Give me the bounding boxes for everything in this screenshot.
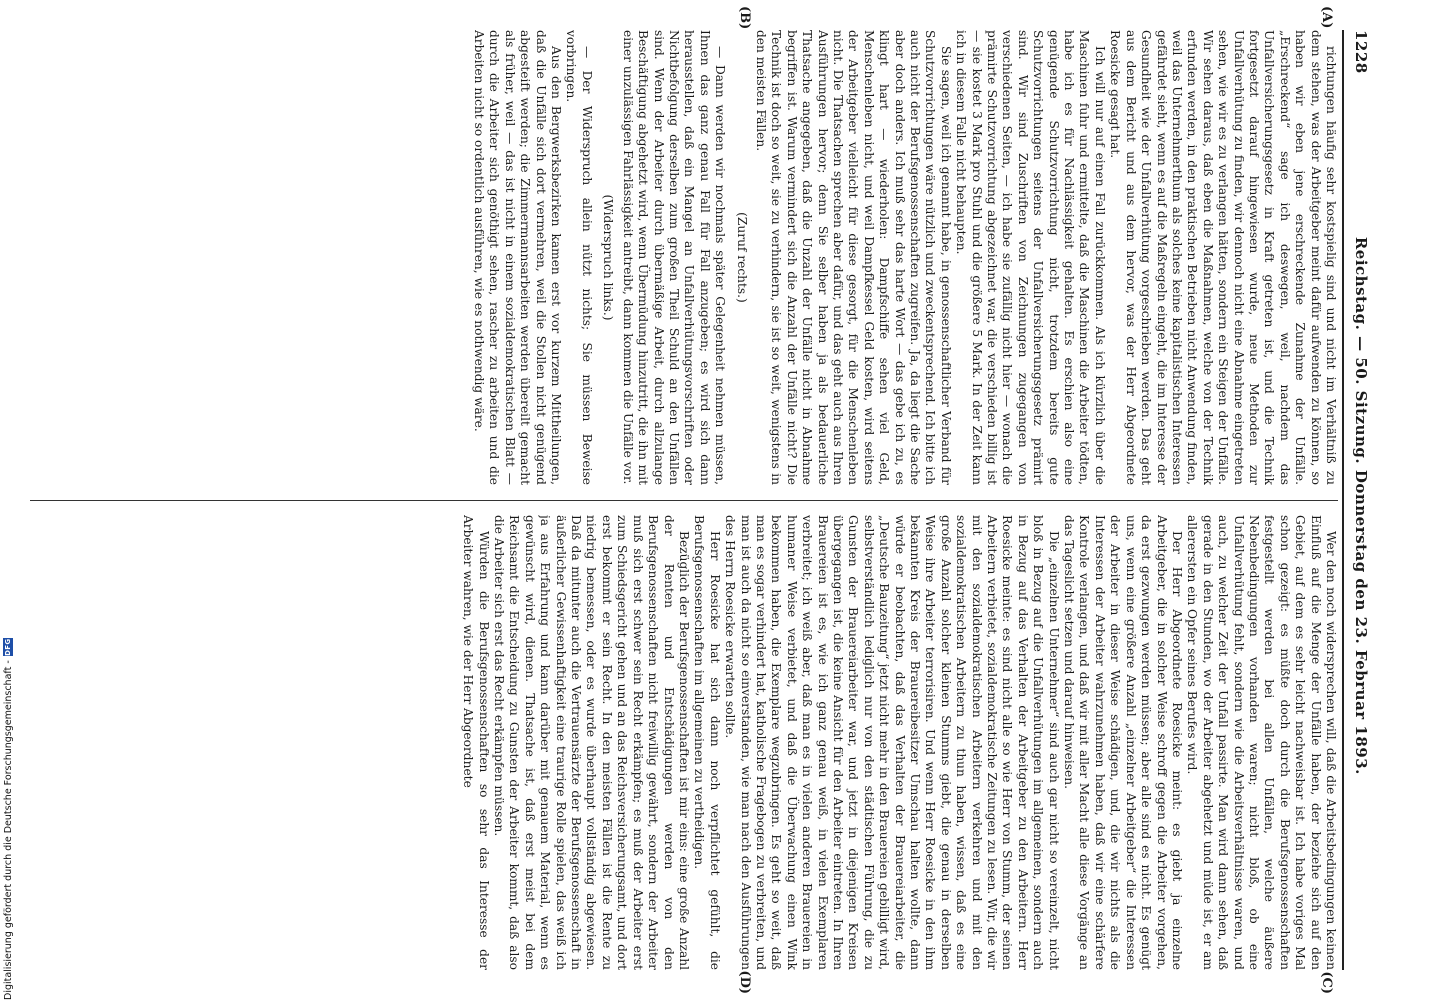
dfg-logo-icon: DFG	[4, 638, 12, 656]
credit-text: Digitalisierung gefördert durch die Deutsche Forschungsgemeinschaft -	[2, 660, 14, 1000]
paragraph: Bezüglich der Berufsgenossenschaften ist mir eins: eine große Anzahl der Renten und Entschädigungen werden von den Berufsgenossenschaften nicht freiwillig gewährt, sondern der Arbeiter muß sich erst schwer sein Recht erkämpfen; es muß der Arbeiter erst zum Schiedsgericht gehen und an das Reichsversicherungsamt, und dort erst bekommt er sein Recht. In den meisten Fällen ist die Rente zu niedrig bemessen, oder es wurde überhaupt vollständig abgewiesen. Daß da mitunter auch die Vertrauensärzte der Berufsgenossenschaft in äußerlicher Gewissenhaftigkeit eine traurige Rolle spielen, das weiß ich ja aus Erfahrung und kann darüber mit genauem Material, wenn es gewünscht wird, dienen. Thatsache ist, daß erst meist bei dem Reichsamt die Entscheidung zu Gunsten der Arbeiter kommt, daß also die Arbeiter sich erst das Recht erkämpfen müssen.	[492, 515, 691, 970]
paragraph: Die „einzelnen Unternehmer“ sind auch gar nicht so vereinzelt, nicht bloß in Bezug auf die Unfallverhütungen im allgemeinen, sondern auch in Bezug auf das Verhalten der Arbeitgeber zu den Arbeitern. Herr Roesicke meinte: es sind nicht alle so wie Herr von Stumm, der seinen Arbeitern verbietet, sozialdemokratische Zeitungen zu lesen. Wir, die wir mit den sozialdemokratischen Arbeitern verkehren und mit den sozialdemokratischen Arbeitern zu thun haben, wissen, daß es eine große Anzahl solcher kleinen Stumms giebt, die genau in derselben Weise ihre Arbeiter terrorisiren. Und wenn Herr Roesicke in den ihm bekannten Kreis der Brauereibesitzer Umschau halten wollte, dann würde er beobachten, daß das Verhalten der Brauereiarbeiter, die „Deutsche Bauzeitung“ jetzt nicht mehr in den Brauereien gebilligt wird, selbstverständlich lediglich nur von den städtischen Führung, die zu Gunsten der Brauereiarbeiter war, und jetzt in diejenigen Kreisen übergegangen ist, die keine Ansicht für den Arbeiter eintreten. In Ihren Brauereien ist es, wie ich ganz genau weiß, in vielen Exemplaren verbreitet; ich weiß aber, daß man es in vielen anderen Brauereien in humaner Weise verbietet, und daß die Überwachung einen Wink bekommen haben, die Exemplare wegzubringen. Es geht so weit, daß man es sogar verhindert hat, katholische Fragebogen zu verbreiten, und man ist auch da nicht so einverstanden, wie man nach den Ausführungen des Herrn Roesicke erwarten sollte.	[723, 515, 1061, 970]
interjection: (Zuruf rechts.)	[734, 212, 749, 303]
margin-marker-c: (C)	[1319, 971, 1334, 994]
interjection: (Widerspruch links.)	[601, 194, 616, 321]
column-divider	[30, 500, 1338, 501]
paragraph: Wer den noch widersprechen will, daß die Arbeitsbedingungen keinen Einfluß auf die Menge der Unfälle haben, der beziehe sich auf den Gebiet, auf dem es sehr leicht nachweisbar ist. Ich habe voriges Mal schon gezeigt: es müßte doch durch die Berufsgenossenschaften festgestellt werden bei allen Unfällen, welche äußere Nebenbedingungen vorhanden waren; nicht bloß, ob eine Unfallverhütung fehlt, sondern wie die Arbeitsverhältnisse waren, und auch, zu welcher Zeit der Unfall passirte. Man wird dann sehen, daß gerade in den Stunden, wo der Arbeiter abgehetzt und müde ist, er am allerersten ein Opfer seines Berufes wird.	[1185, 515, 1338, 970]
right-column	[30, 515, 1338, 970]
paragraph: — Der Widerspruch allein nützt nichts; Sie müssen Beweise vorbringen.	[564, 30, 594, 485]
paragraph: Sie sagen, weil ich genannt habe, in genossenschaftlicher Verband für Schutzvorrichtungen wäre nützlich und zweckentsprechend. Ich bitte ich auch nicht der Berufsgenossenschaften zugreifen. Ja, da liegt die Sache aber doch anders. Ich muß sehr das harte Wort — das gebe ich zu, es klingt hart — wiederholen: Dampfschiffe sehen viel Geld, Menschenleben nicht, und weil Dampfkessel Geld kosten, wird seitens der Arbeitgeber vielleicht für diese gesorgt, für die Menschenleben nicht. Die Thatsachen sprechen aber dafür, und das geht auch aus Ihren Ausführungen hervor; denn Sie selber haben ja als bedauerliche Thatsache angegeben, daß die Unzahl der Unfälle nicht in Abnahme begriffen ist. Warum vermindert sich die Anzahl der Unfälle nicht? Die Technik ist doch so weit, sie zu verhindern, sie ist so weit, wenigstens in den meisten Fällen.	[753, 30, 953, 485]
paragraph: Aus den Bergwerksbezirken kamen erst vor kurzem Mittheilungen, daß die Unfälle sich dort vermehren, weil die Stollen nicht genügend abgesteift werden; die Zimmermannsarbeiten werden übereilt gemacht als früher, weil — das ist nicht in einem sozialdemokratischen Blatt — durch die Arbeiter sich genöthigt sehen, rascher zu arbeiten und die Arbeiten nicht so ordentlich ausführen, wie es nothwendig wäre.	[472, 30, 564, 485]
page-title: Reichstag. — 50. Sitzung. Donnerstag den 23. Februar 1893.	[1352, 236, 1370, 775]
page-header	[1350, 30, 1372, 970]
paragraph: Würden die Berufsgenossenschaften so sehr das Interesse der Arbeiter wahren, wie der Herr Abgeordnete	[461, 515, 491, 970]
header-rule	[1342, 30, 1344, 970]
paragraph: Der Herr Abgeordnete Roesicke meint: es giebt ja einzelne Arbeitgeber, die in solcher Weise schroff gegen die Arbeiter vorgehen, da erst gezwungen werden müssen; aber alle sind es nicht. Es genügt uns, wenn eine größere Anzahl „einzelner Arbeitgeber“ die Interessen der Arbeiter in dieser Weise schädigen, und, die wir nichts als die Interessen der Arbeiter wahrzunehmen haben, daß wir eine schärfere Kontrole verlangen, und daß wir mit aller Macht alle diese Vorgänge an das Tageslicht setzen und darauf hinweisen.	[1062, 515, 1184, 970]
digitization-credit	[2, 596, 14, 1000]
margin-marker-d: (D)	[737, 970, 752, 994]
left-column	[30, 30, 1338, 485]
margin-marker-a: (A)	[1319, 6, 1334, 29]
paragraph: Herr Roesicke hat sich dann noch verpflichtet gefühlt, die Berufsgenossenschaften im allgemeinen zu vertheidigen.	[692, 515, 722, 970]
page-number: 1228	[1352, 30, 1370, 74]
margin-marker-b: (B)	[737, 6, 752, 30]
paragraph: Ich will nur auf einen Fall zurückkommen. Als ich kürzlich über die Maschinen fuhr und ermittelte, daß die Maschinen die Arbeiter tödten, habe ich es für Nachlässigkeit gehalten. Es erschien also eine genügende Schutzvorrichtung nicht, trotzdem bereits gute Schutzvorrichtungen seitens der Unfallversicherungsgesetz prämirt sind. Wir sind Zuschriften von Zeichnungen zugegangen von verschiedenen Seiten, — ich habe sie zufällig nicht hier — wonach die prämirte Schutzvorrichtung abgezeichnet war, die verschieden billig ist — sie kostet 3 Mark pro Stuhl und die größere 5 Mark. In der Zeit kann ich in diesem Falle nicht behaupten.	[954, 30, 1107, 485]
paragraph: — Dann werden wir nochmals später Gelegenheit nehmen müssen, Ihnen das ganz genau Fall für Fall anzugeben; es wird sich dann herausstellen, daß ein Mangel an Unfallverhütungsvorschriften oder Nichtbefolgung derselben zum großen Theil Schuld an den Unfällen sind. Wenn der Arbeiter durch übermäßige Arbeit, durch allzulange Beschäftigung abgehetzt wird, wenn Übermüdung hinzutritt, die ihn mit einer unzulässigen Fahrlässigkeit antreibt, dann kommen die Unfälle vor.	[620, 30, 728, 485]
paragraph: richtungen häufig sehr kostspielig sind und nicht im Verhältniß zu dem stehen, was der Arbeitgeber meint dafür aufwenden zu können, so haben wir eben jene erschreckende Zunahme der Unfälle. „Erschreckend“ sage ich deswegen, weil, nachdem das Unfallversicherungsgesetz in Kraft getreten ist, und die Technik fortgesetzt darauf hingewiesen wurde, neue Methoden zur Unfallverhütung zu finden, wir dennoch nicht eine Abnahme eingetreten sehen, wie wir es zu verlangen hätten, sondern ein Steigen der Unfälle. Wir sehen daraus, daß eben die Maßnahmen, welche von der Technik erfunden werden, in den praktischen Betrieben nicht Anwendung finden, weil das Unternehmerthum als solches keine kapitalistischen Interessen gefährdet sieht, wenn es auf die Maßregeln eingeht, die im Interesse der Gesundheit wie der Unfallverhütung vorgeschrieben werden. Das geht aus dem Bericht und aus dem hervor, was der Herr Abgeordnete Roesicke gesagt hat.	[1108, 30, 1338, 485]
